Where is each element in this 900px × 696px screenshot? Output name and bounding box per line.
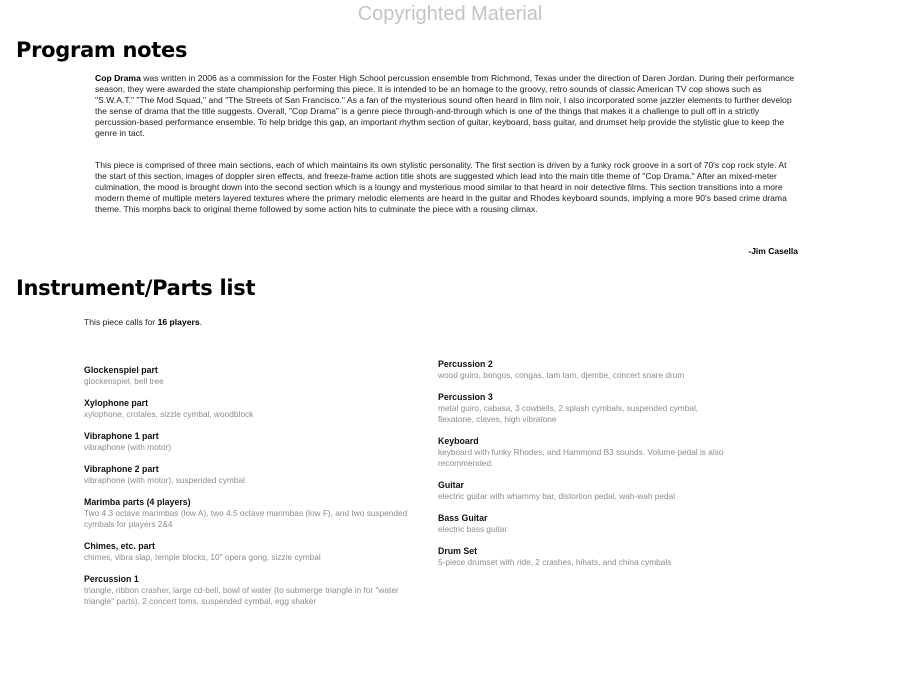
part-name: Percussion 2 bbox=[438, 359, 493, 369]
part-instruments: vibraphone (with motor), suspended cymbal bbox=[84, 475, 245, 485]
part-name: Chimes, etc. part bbox=[84, 541, 155, 551]
part-name: Drum Set bbox=[438, 546, 478, 556]
part-entry bbox=[438, 392, 728, 425]
part-name: Marimba parts (4 players) bbox=[84, 497, 191, 507]
part-entry bbox=[84, 398, 419, 420]
part-entry bbox=[84, 464, 419, 486]
part-instruments: electric bass guitar bbox=[438, 524, 508, 534]
part-entry bbox=[438, 546, 728, 568]
part-name: Keyboard bbox=[438, 436, 479, 446]
part-instruments: keyboard with funky Rhodes, and Hammond B3 sounds. Volume pedal is also recommended. bbox=[438, 447, 724, 468]
watermark: Copyrighted Material bbox=[357, 3, 543, 25]
part-instruments: 5-piece drumset with ride, 2 crashes, hihats, and china cymbals bbox=[438, 557, 672, 567]
part-instruments: vibraphone (with motor) bbox=[84, 442, 172, 452]
part-entry bbox=[438, 513, 728, 535]
part-entry bbox=[438, 359, 728, 381]
program-notes-paragraph-2: This piece is comprised of three main sections, each of which maintains its own stylistic personality. The first section is driven by a funky rock groove in a sort of 70's cop rock style. At the start of this section, images of doppler siren effects, and freeze-frame action title shots are suggested which lead into the main title theme of "Cop Drama." After an mixed-meter culmination, the mood is brought down into the second section which is a loungy and mysterious mood similar to that heard in noir detective films. This section transitions into a more modern theme of multiple meters layered textures where the primary melodic elements are heard in the guitar and Rhodes keyboard sounds, implying a more 90's based crime drama theme. This morphs back to original theme followed by some action hits to culminate the piece with a rousing climax. bbox=[95, 160, 787, 215]
part-instruments: Two 4.3 octave marimbas (low A), two 4.5 octave marimbas (low F), and two suspended cymbals for players 2&4 bbox=[84, 508, 408, 529]
player-count: 16 players bbox=[157, 317, 200, 327]
author-signature: -Jim Casella bbox=[748, 246, 798, 256]
part-instruments: glockenspiel, bell tree bbox=[84, 376, 164, 386]
part-instruments: metal guiro, cabasa, 3 cowbells, 2 splash cymbals, suspended cymbal, flexatone, claves, high vibratone bbox=[438, 403, 699, 424]
part-name: Glockenspiel part bbox=[84, 365, 158, 375]
part-name: Guitar bbox=[438, 480, 464, 490]
part-instruments: electric guitar with whammy bar, distortion pedal, wah-wah pedal bbox=[438, 491, 676, 501]
part-entry bbox=[84, 497, 419, 530]
players-intro bbox=[84, 317, 202, 327]
part-instruments: xylophone, crotales, sizzle cymbal, woodblock bbox=[84, 409, 254, 419]
part-name: Percussion 3 bbox=[438, 392, 493, 402]
part-name: Xylophone part bbox=[84, 398, 149, 408]
parts-column-left bbox=[84, 365, 419, 618]
part-entry bbox=[84, 431, 419, 453]
part-instruments: chimes, vibra slap, temple blocks, 10" opera gong, sizzle cymbal bbox=[84, 552, 321, 562]
part-name: Vibraphone 1 part bbox=[84, 431, 159, 441]
intro-prefix: This piece calls for bbox=[84, 317, 158, 327]
part-entry bbox=[438, 480, 728, 502]
part-entry bbox=[84, 365, 419, 387]
program-notes-heading: Program notes bbox=[16, 38, 188, 62]
part-entry bbox=[438, 436, 728, 469]
parts-list-heading: Instrument/Parts list bbox=[16, 276, 256, 300]
part-instruments: wood guiro, bongos, congas, tam tam, djembe, concert snare drum bbox=[438, 370, 685, 380]
program-notes-paragraph-1 bbox=[95, 73, 800, 140]
part-instruments: triangle, ribbon crasher, large cd-bell, bowl of water (to submerge triangle in for "water triangle" parts), 2 concert toms, suspended cymbal, egg shaker bbox=[84, 585, 399, 606]
part-name: Percussion 1 bbox=[84, 574, 139, 584]
piece-title: Cop Drama bbox=[95, 73, 141, 83]
part-entry bbox=[84, 574, 419, 607]
part-entry bbox=[84, 541, 419, 563]
paragraph-1-body: was written in 2006 as a commission for the Foster High School percussion ensemble from Richmond, Texas under the direction of Daren Jordan. During their performance season, they were awarded the state championship performing this piece. It is intended to be an homage to the groovy, retro sounds of classic American TV cop shows such as "S.W.A.T." "The Mod Squad," and "The Streets of San Francisco." As a fan of the mysterious sound often heard in film noir, I also incorporated some jazzier elements to further develop the sense of drama that the title suggests. Overall, "Cop Drama" is a genre piece through-and-through which is one of the things that makes it a challenge to pull off in a strictly percussion-based performance ensemble. To help bridge this gap, an important rhythm section of guitar, keyboard, bass guitar, and drumset help provide the stylistic glue to keep the genre in tact. bbox=[95, 73, 795, 139]
part-name: Vibraphone 2 part bbox=[84, 464, 159, 474]
parts-column-right bbox=[438, 359, 728, 579]
intro-suffix: . bbox=[199, 317, 202, 327]
part-name: Bass Guitar bbox=[438, 513, 488, 523]
